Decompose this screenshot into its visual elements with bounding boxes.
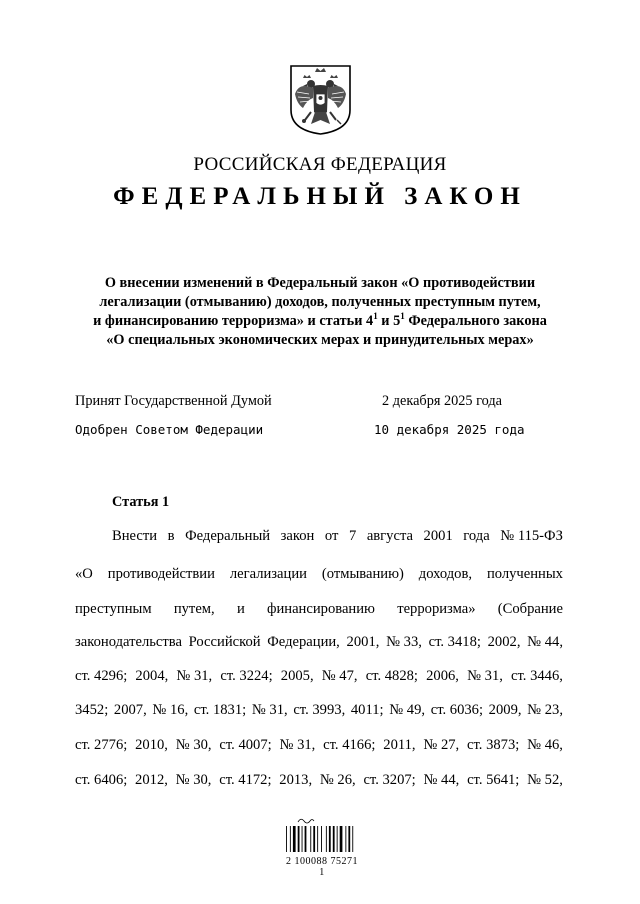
article-word: 3452; [75, 702, 109, 718]
approved-label: Одобрен Советом Федерации [75, 422, 264, 437]
article-word: от [324, 528, 339, 544]
article-word: Федерации, [267, 634, 340, 650]
article-line [75, 668, 563, 685]
article-word: финансированию [267, 601, 375, 617]
article-word: законодательства [75, 634, 182, 650]
article-word: и [236, 601, 245, 617]
title-line-3-part-c: Федерального закона [404, 313, 547, 329]
article-word: ст. 3207; [363, 772, 416, 788]
article-word: ст. 1831; [193, 702, 247, 718]
article-word: № 27, [423, 737, 460, 753]
article-word: 2004, [135, 668, 169, 684]
article-word: 2013, [279, 772, 313, 788]
article-word: 7 [348, 528, 357, 544]
article-line [112, 528, 563, 545]
article-word: терроризма» [397, 601, 476, 617]
article-word: 2012, [135, 772, 168, 788]
article-word: Федеральный [185, 528, 271, 544]
law-title [60, 274, 580, 350]
article-word: № 31, [176, 668, 213, 684]
article-word: ст. 3873; [467, 737, 520, 753]
adopted-date: 2 декабря 2025 года [382, 393, 503, 409]
article-line [75, 737, 563, 754]
article-word: 2009, [488, 702, 522, 718]
article-word: «О [75, 566, 93, 582]
title-line-3-part-b: и 5 [377, 313, 401, 329]
article-word: Российской [188, 634, 261, 650]
article-word: 2006, [426, 668, 459, 684]
article-word: № 47, [321, 668, 358, 684]
article-word: ст. 3224; [220, 668, 273, 684]
article-word: ст. 4172; [219, 772, 272, 788]
article-word: 2007, [113, 702, 147, 718]
article-word: 2002, [487, 634, 521, 650]
article-line [75, 601, 563, 618]
article-word: № 44, [527, 634, 563, 650]
article-word: ст. 6036; [430, 702, 484, 718]
article-word: ст. 3418; [428, 634, 481, 650]
article-word: ст. 3993, [293, 702, 346, 718]
country-name: РОССИЙСКАЯ ФЕДЕРАЦИЯ [193, 154, 447, 175]
title-line-1: О внесении изменений в Федеральный закон «О противодействии [104, 275, 536, 291]
article-word: № 44, [423, 772, 460, 788]
article-word: 4011; [350, 702, 384, 718]
adopted-label: Принят Государственной Думой [75, 393, 272, 409]
barcode-number: 2 100088 75271 1 [286, 856, 358, 878]
article-word: № 23, [527, 702, 563, 718]
article-word: путем, [173, 601, 215, 617]
document-type: ФЕДЕРАЛЬНЫЙ ЗАКОН [113, 183, 527, 210]
article-line [75, 634, 563, 651]
article-word: № 46, [527, 737, 563, 753]
article-word: № 30, [175, 737, 212, 753]
article-line [75, 772, 563, 789]
article-word: № 30, [175, 772, 212, 788]
article-word: № 16, [152, 702, 189, 718]
approved-date: 10 декабря 2025 года [374, 422, 525, 437]
barcode-icon [284, 816, 360, 878]
article-word: № 26, [319, 772, 356, 788]
article-line [75, 566, 563, 583]
superscript-article-4: 1 [373, 311, 378, 322]
article-heading: Статья 1 [112, 494, 170, 510]
superscript-article-5: 1 [400, 311, 405, 322]
article-word: закон [280, 528, 315, 544]
article-word: Внести [112, 528, 158, 544]
article-word: 2010, [135, 737, 168, 753]
article-word: полученных [486, 566, 563, 582]
article-word: № 31, [467, 668, 503, 684]
article-word: в [167, 528, 175, 544]
article-word: ст. 3446, [511, 668, 563, 684]
article-word: № 31, [279, 737, 316, 753]
article-word: доходов, [418, 566, 473, 582]
article-word: ст. 4166; [323, 737, 376, 753]
article-word: 2005, [280, 668, 314, 684]
article-word: 2001, [346, 634, 380, 650]
article-word: № 115-ФЗ [500, 528, 563, 544]
title-line-2: легализации (отмыванию) доходов, полученных преступным путем, [99, 294, 541, 310]
article-word: ст. 6406; [75, 772, 128, 788]
article-word: 2001 [423, 528, 453, 544]
title-line-3 [60, 312, 580, 331]
article-word: преступным [75, 601, 152, 617]
article-word: № 49, [389, 702, 426, 718]
article-word: (Собрание [497, 601, 563, 617]
article-word: № 33, [386, 634, 422, 650]
article-word: (отмыванию) [321, 566, 404, 582]
article-word: года [463, 528, 490, 544]
article-word: № 52, [527, 772, 563, 788]
article-word: противодействии [107, 566, 215, 582]
article-word: ст. 2776; [75, 737, 128, 753]
article-word: ст. 4828; [365, 668, 418, 684]
russian-coat-of-arms-icon [289, 64, 352, 136]
title-line-4: «О специальных экономических мерах и принудительных мерах» [106, 332, 534, 348]
article-word: ст. 5641; [467, 772, 520, 788]
article-word: легализации [229, 566, 307, 582]
article-word: ст. 4007; [219, 737, 272, 753]
article-word: 2011, [383, 737, 416, 753]
article-line [75, 702, 563, 719]
article-word: ст. 4296; [75, 668, 128, 684]
article-word: августа [366, 528, 413, 544]
title-line-3-part-a: и финансированию терроризма» и статьи 4 [93, 313, 374, 329]
article-word: № 31, [251, 702, 288, 718]
